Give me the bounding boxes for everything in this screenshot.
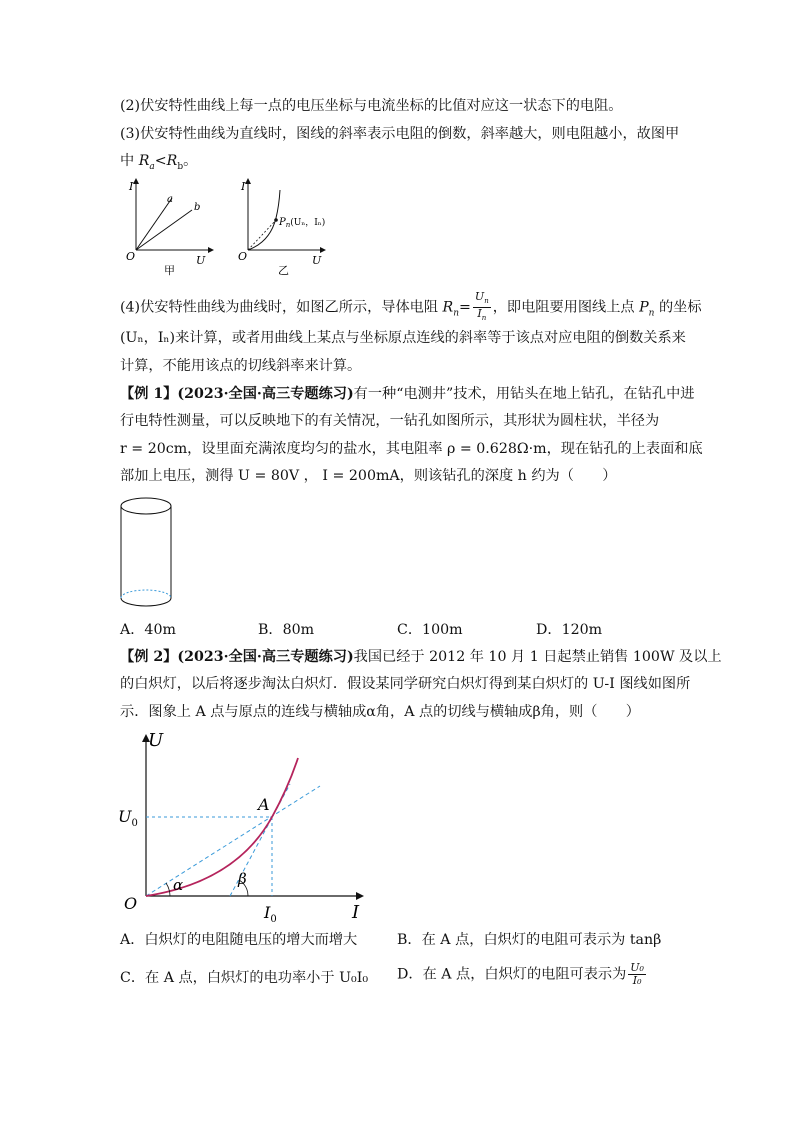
alpha-label: α	[173, 876, 184, 894]
example2-line2: 的白炽灯，以后将逐步淘汰白炽灯．假设某同学研究白炽灯得到某白炽灯的 U-I 图线如图所	[120, 676, 691, 692]
note-3-line1: (3)伏安特性曲线为直线时，图线的斜率表示电阻的倒数，斜率越大，则电阻越小，故图甲	[120, 126, 680, 142]
line-b	[136, 210, 192, 250]
example2-line1	[120, 647, 722, 667]
resistance-n-sub: n	[453, 308, 460, 319]
example2-text-1: 我国已经于 2012 年 10 月 1 日起禁止销售 100W 及以上	[353, 649, 722, 665]
resistance-b-symbol: R	[166, 153, 178, 169]
axis-i-label: I	[241, 180, 246, 193]
note-4-middle: ，即电阻要用图线上点	[492, 299, 640, 316]
example2-tag: 【例 2】(2023·全国·高三专题练习)	[120, 649, 354, 665]
point-pn-symbol: P	[639, 299, 649, 316]
example2-option-a[interactable]: A．白炽灯的电阻随电压的增大而增大	[120, 932, 358, 948]
example1-line3: r = 20cm，设里面充满浓度均匀的盐水，其电阻率 ρ = 0.628Ω·m，现在钻孔的上表面和底	[120, 441, 703, 457]
note-4-line2: (Uₙ，Iₙ)来计算，或者用曲线上某点与坐标原点连线的斜率等于该点对应电阻的倒数关系来	[120, 330, 686, 346]
note-3-prefix: 中	[120, 153, 139, 169]
u0-over-i0-fraction: $\frac{\text{U₀}}{\text{I₀}}$	[630, 961, 644, 987]
note-3-line2	[120, 151, 197, 177]
example2-option-d[interactable]	[397, 962, 648, 987]
note-4-line1	[120, 291, 702, 324]
origin-label: O	[238, 250, 248, 263]
figure-yi-caption: 乙	[278, 264, 289, 277]
beta-label: β	[238, 870, 247, 888]
axis-u-label: U	[312, 254, 322, 267]
resistance-a-symbol: R	[138, 153, 150, 169]
resistance-a-sub: a	[149, 161, 155, 172]
line-a-label: a	[167, 194, 173, 205]
note-4-prefix: (4)伏安特性曲线为曲线时，如图乙所示，导体电阻	[120, 299, 443, 316]
ui-graph	[112, 726, 378, 926]
figure-yi	[232, 176, 342, 280]
resistance-n-symbol: R	[442, 299, 454, 316]
origin-label: O	[126, 250, 136, 263]
ui-curve	[146, 758, 298, 896]
line-a	[136, 198, 172, 250]
origin-label: O	[124, 894, 138, 913]
alpha-arc	[166, 883, 170, 896]
axis-i-label: I	[129, 180, 134, 193]
example1-option-c[interactable]: C．100m	[397, 622, 463, 638]
example1-option-a[interactable]: A．40m	[120, 622, 176, 638]
un-over-in-fraction: $\frac{U_n}{I_n}$	[474, 290, 489, 323]
less-than-sign: <	[154, 153, 167, 169]
example1-tag: 【例 1】(2023·全国·高三专题练习)	[120, 386, 354, 402]
point-pn-sub: n	[648, 308, 655, 319]
example1-line1	[120, 384, 695, 404]
chord-dashed	[248, 220, 276, 250]
u0-label: $U_0$	[118, 807, 138, 829]
resistance-b-sub: b	[177, 161, 184, 172]
note-2: (2)伏安特性曲线上每一点的电压坐标与电流坐标的比值对应这一状态下的电阻。	[120, 98, 623, 114]
point-pn	[274, 218, 278, 222]
example1-line2: 行电特性测量，可以反映地下的有关情况，一钻孔如图所示，其形状为圆柱状，半径为	[120, 413, 660, 429]
line-b-label: b	[194, 202, 201, 213]
note-4-end: 的坐标	[654, 299, 702, 316]
example2-option-b[interactable]: B．在 A 点，白炽灯的电阻可表示为 tanβ	[397, 932, 662, 948]
cylinder-figure	[118, 494, 178, 614]
axis-i-label: I	[352, 902, 360, 923]
point-a-label: A	[258, 795, 270, 814]
figure-jia-caption: 甲	[164, 264, 175, 277]
example2-line3: 示．图象上 A 点与原点的连线与横轴成α角，A 点的切线与横轴成β角，则（ ）	[120, 704, 640, 720]
option-d-text: D．在 A 点，白炽灯的电阻可表示为	[397, 966, 627, 983]
point-pn-label: $P_n(U_n$，Iₙ)	[279, 217, 326, 229]
example2-option-c[interactable]: C．在 A 点，白炽灯的电功率小于 U₀I₀	[120, 970, 369, 986]
figure-jia	[120, 176, 220, 280]
equals-sign: =	[459, 299, 471, 316]
axis-u-label: U	[196, 254, 206, 267]
axis-u-label: U	[148, 730, 164, 751]
example1-option-b[interactable]: B．80m	[258, 622, 315, 638]
i0-label: $I_0$	[264, 903, 277, 925]
example1-text-1: 有一种“电测井”技术，用钻头在地上钻孔，在钻孔中进	[353, 386, 695, 402]
example1-option-d[interactable]: D．120m	[536, 622, 603, 638]
note-4-line3: 计算，不能用该点的切线斜率来计算。	[120, 358, 362, 374]
example1-line4: 部加上电压，测得 U = 80V ， I = 200mA，则该钻孔的深度 h 约为（ ）	[120, 468, 617, 484]
note-3-end: 。	[183, 153, 198, 169]
